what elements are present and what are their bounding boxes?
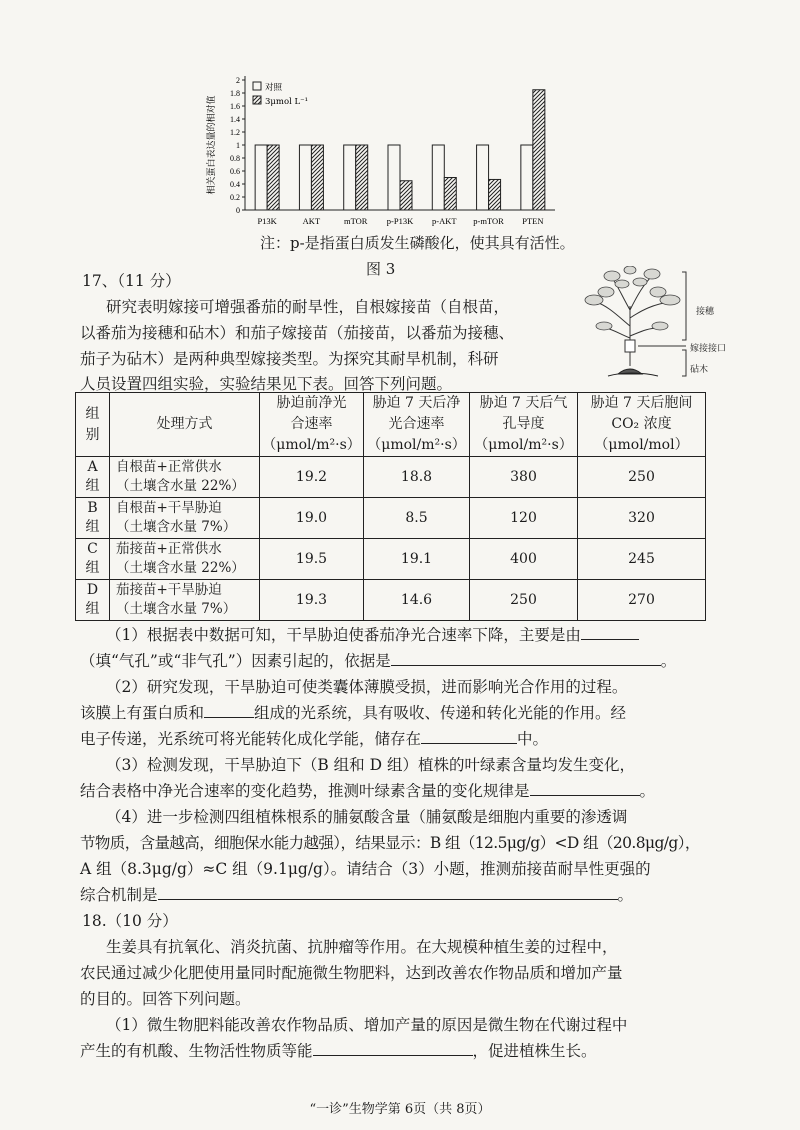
q17-intro-line-2: 以番茄为接穗和砧木）和茄子嫁接苗（茄接苗，以番茄为接穗、 bbox=[80, 324, 515, 342]
legend-label: 3μmol L⁻¹ bbox=[265, 97, 309, 107]
q17-intro-line-3: 茄子为砧木）是两种典型嫁接类型。为探究其耐旱机制，科研 bbox=[80, 350, 499, 368]
figure-caption: 图 3 bbox=[366, 260, 396, 278]
y-axis-title: 相关蛋白表达量的相对值 bbox=[207, 95, 217, 195]
x-tick-label: PTEN bbox=[522, 216, 544, 226]
figure-note: 注：p-是指蛋白质发生磷酸化，使其具有活性。 bbox=[260, 234, 575, 252]
label-graft-union: 嫁接接口 bbox=[690, 344, 727, 354]
legend-swatch-treatment bbox=[253, 96, 261, 104]
q17-sub2-line-3: 电子传递，光系统可将光能转化成化学能，储存在 中。 bbox=[80, 726, 548, 752]
y-tick-label: 0.4 bbox=[230, 180, 240, 189]
q18-sub1-line-2: 产生的有机酸、生物活性物质等能 ，促进植株生长。 bbox=[80, 1038, 597, 1064]
y-tick-label: 0.2 bbox=[230, 193, 240, 202]
x-tick-label: AKT bbox=[302, 216, 321, 226]
header-pn-before: 胁迫前净光 合速率 （μmol/m²·s） bbox=[260, 393, 364, 457]
q18-intro-line-1: 生姜具有抗氧化、消炎抗菌、抗肿瘤等作用。在大规模种植生姜的过程中， bbox=[106, 938, 618, 956]
bar-treatment bbox=[400, 181, 412, 210]
bar-treatment bbox=[356, 145, 368, 210]
header-treatment: 处理方式 bbox=[110, 393, 260, 457]
label-scion: 接穗 bbox=[696, 307, 715, 317]
q18-intro-line-3: 的目的。回答下列问题。 bbox=[80, 990, 251, 1008]
q17-sub1-line-2: （填“气孔”或“非气孔”）因素引起的，依据是 。 bbox=[80, 648, 676, 674]
q17-sub4-line-3: A 组（8.3μg/g）≈C 组（9.1μg/g）。请结合（3）小题，推测茄接苗耐旱性更强的 bbox=[80, 860, 651, 878]
q17-sub2-line-2: 该膜上有蛋白质和 组成的光系统，具有吸收、传递和转化光能的作用。经 bbox=[80, 700, 626, 726]
bar-treatment bbox=[489, 179, 501, 210]
bar-control bbox=[521, 145, 533, 210]
table-row: B 组 自根苗+干旱胁迫 （土壤含水量 7%） 19.0 8.5 120 320 bbox=[76, 498, 706, 539]
figure-3 bbox=[200, 70, 575, 280]
table-row: A 组 自根苗+正常供水 （土壤含水量 22%） 19.2 18.8 380 250 bbox=[76, 457, 706, 498]
q17-intro-line-4: 人员设置四组实验，实验结果见下表。回答下列问题。 bbox=[80, 375, 453, 393]
q17-sub4-line-1: （4）进一步检测四组植株根系的脯氨酸含量（脯氨酸是细胞内重要的渗透调 bbox=[106, 808, 628, 826]
x-tick-label: mTOR bbox=[343, 216, 368, 226]
q18-header: 18.（10 分） bbox=[82, 912, 178, 930]
header-pn-after: 胁迫 7 天后净 光合速率 （μmol/m²·s） bbox=[364, 393, 470, 457]
results-table bbox=[75, 392, 706, 621]
y-tick-label: 1.4 bbox=[230, 115, 240, 124]
q18-sub1-line-1: （1）微生物肥料能改善农作物品质、增加产量的原因是微生物在代谢过程中 bbox=[106, 1016, 628, 1034]
y-tick-label: 2 bbox=[236, 76, 240, 85]
table-row: D 组 茄接苗+干旱胁迫 （土壤含水量 7%） 19.3 14.6 250 270 bbox=[76, 580, 706, 621]
q17-header: 17、（11 分） bbox=[82, 272, 181, 290]
answer-blank[interactable] bbox=[391, 649, 661, 666]
bar-control bbox=[477, 145, 489, 210]
answer-blank[interactable] bbox=[530, 779, 640, 796]
bar-chart bbox=[200, 70, 570, 240]
answer-blank[interactable] bbox=[581, 623, 639, 640]
answer-blank[interactable] bbox=[421, 727, 517, 744]
tomato-plant-icon bbox=[578, 266, 748, 388]
label-rootstock: 砧木 bbox=[690, 365, 709, 375]
y-tick-label: 1.8 bbox=[230, 89, 240, 98]
y-tick-label: 0.6 bbox=[230, 167, 240, 176]
x-tick-label: p-mTOR bbox=[473, 216, 504, 226]
page-footer: “一诊”生物学第 6页（共 8页） bbox=[309, 1102, 491, 1117]
y-tick-label: 0 bbox=[236, 206, 240, 215]
q17-sub4-line-4: 综合机制是 。 bbox=[80, 882, 633, 908]
bar-control bbox=[344, 145, 356, 210]
y-tick-label: 0.8 bbox=[230, 154, 240, 163]
bar-control bbox=[432, 145, 444, 210]
answer-blank[interactable] bbox=[158, 883, 618, 900]
q18-intro-line-2: 农民通过减少化肥使用量同时配施微生物肥料，达到改善农作物品质和增加产量 bbox=[80, 964, 623, 982]
legend-label: 对照 bbox=[265, 83, 283, 93]
bar-treatment bbox=[311, 145, 323, 210]
q17-sub3-line-1: （3）检测发现，干旱胁迫下（B 组和 D 组）植株的叶绿素含量均发生变化， bbox=[106, 756, 635, 774]
header-ci-after: 胁迫 7 天后胞间 CO₂ 浓度 （μmol/mol） bbox=[578, 393, 706, 457]
y-tick-label: 1 bbox=[236, 141, 240, 150]
table-header-row bbox=[76, 393, 706, 457]
header-gs-after: 胁迫 7 天后气 孔导度 （μmol/m²·s） bbox=[470, 393, 578, 457]
y-tick-label: 1.2 bbox=[230, 128, 240, 137]
x-tick-label: p-AKT bbox=[432, 216, 457, 226]
bar-control bbox=[255, 145, 267, 210]
y-tick-label: 1.6 bbox=[230, 102, 240, 111]
q17-sub3-line-2: 结合表格中净光合速率的变化趋势，推测叶绿素含量的变化规律是 。 bbox=[80, 778, 655, 804]
answer-blank[interactable] bbox=[204, 701, 254, 718]
grafted-plant-illustration bbox=[578, 266, 748, 388]
legend-swatch-control bbox=[253, 82, 261, 90]
q17-sub4-line-2: 节物质，含量越高，细胞保水能力越强），结果显示：B 组（12.5μg/g）<D 组（20.8μg/g）， bbox=[80, 834, 700, 852]
x-tick-label: P13K bbox=[257, 216, 277, 226]
x-tick-label: p-P13K bbox=[386, 216, 414, 226]
table-row: C 组 茄接苗+正常供水 （土壤含水量 22%） 19.5 19.1 400 245 bbox=[76, 539, 706, 580]
bar-control bbox=[388, 145, 400, 210]
q17-sub2-line-1: （2）研究发现，干旱胁迫可使类囊体薄膜受损，进而影响光合作用的过程。 bbox=[106, 678, 628, 696]
answer-blank[interactable] bbox=[313, 1039, 473, 1056]
bar-treatment bbox=[533, 90, 545, 210]
header-group: 组 别 bbox=[76, 393, 110, 457]
q17-sub1-line-1: （1）根据表中数据可知，干旱胁迫使番茄净光合速率下降，主要是由 bbox=[106, 622, 639, 648]
bar-treatment bbox=[444, 178, 456, 211]
q17-intro-line-1: 研究表明嫁接可增强番茄的耐旱性，自根嫁接苗（自根苗， bbox=[106, 298, 510, 316]
bar-control bbox=[299, 145, 311, 210]
bar-treatment bbox=[267, 145, 279, 210]
